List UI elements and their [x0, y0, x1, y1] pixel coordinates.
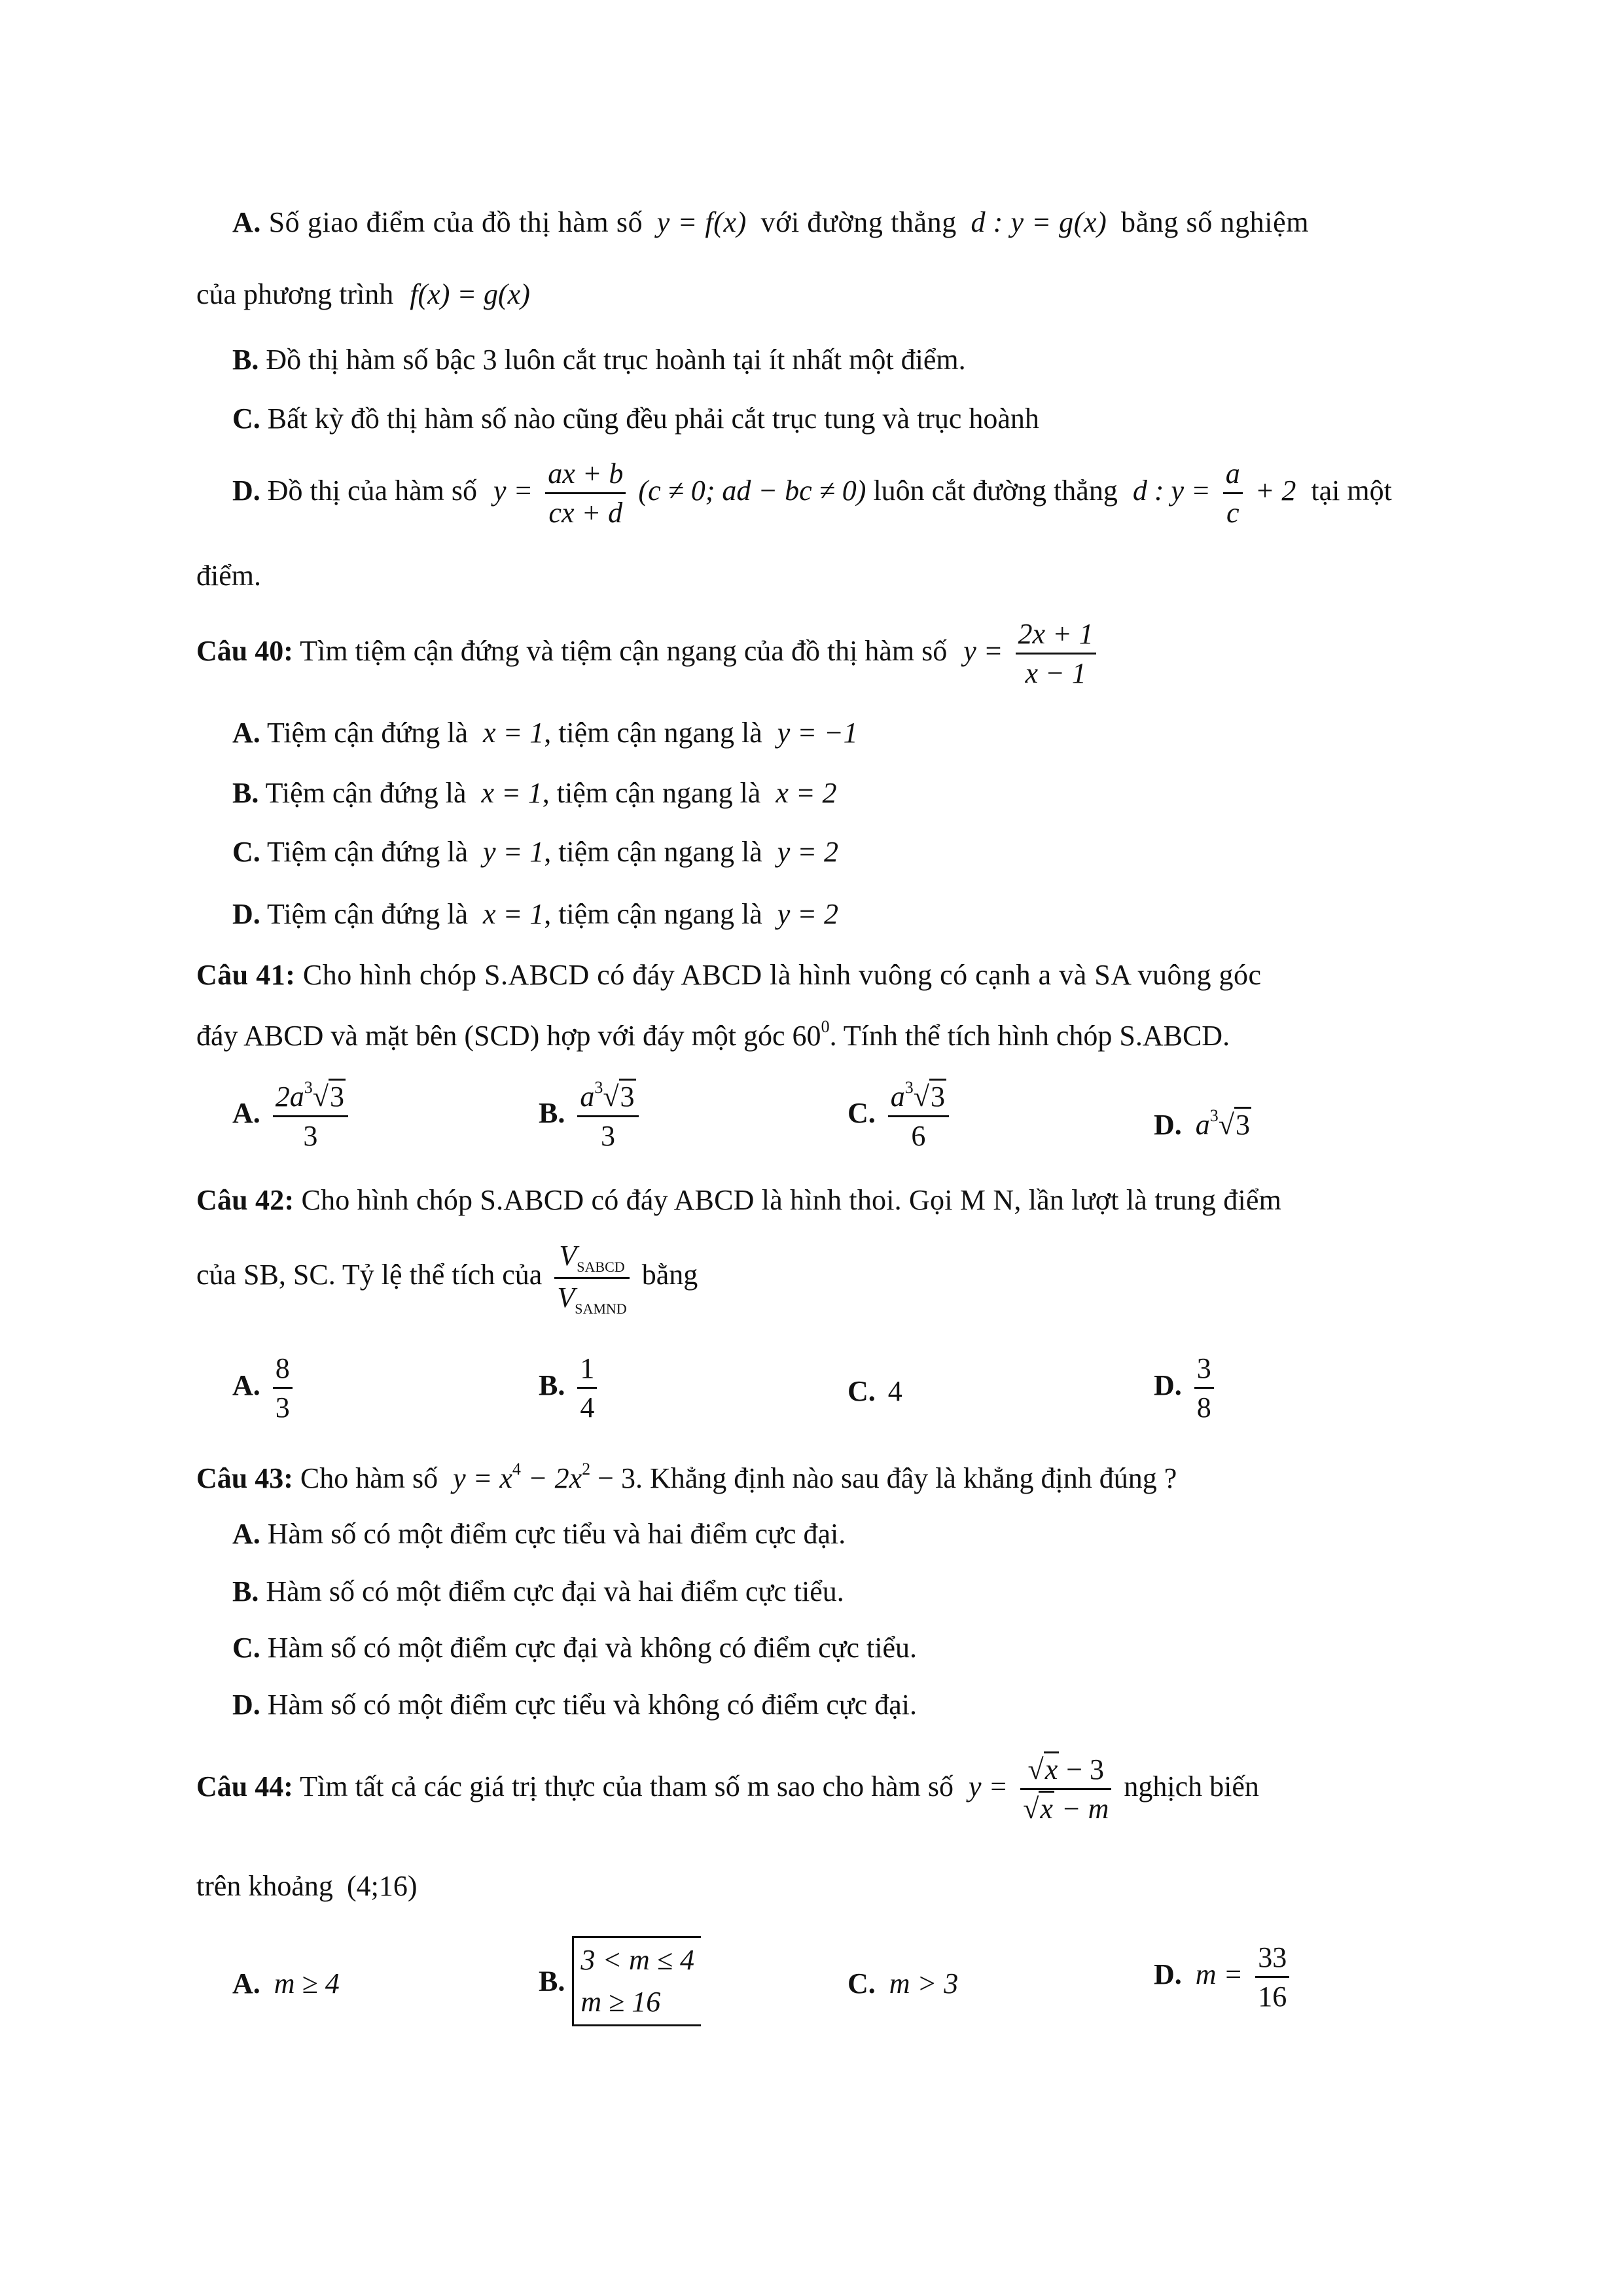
q44-c-label: C.: [847, 1967, 876, 2000]
q39-option-a-line2: [196, 280, 530, 309]
q41-a-fraction: [273, 1077, 348, 1155]
q44-numerator: √x − 3: [1020, 1751, 1111, 1790]
q42-c-label: C.: [847, 1375, 876, 1407]
q39-d-text4: điểm.: [196, 560, 261, 592]
q39-c-text: Bất kỳ đồ thị hàm số nào cũng đều phải cắt trục tung và trục hoành: [267, 403, 1039, 435]
q41-option-c: [847, 1077, 954, 1155]
q41-a-num-coef: 2a: [275, 1081, 304, 1113]
q39-c-label: C.: [232, 403, 260, 435]
q43-option-c: [232, 1634, 917, 1662]
q39-a-math3: f(x) = g(x): [410, 278, 530, 310]
q40-label: Câu 40:: [196, 634, 293, 667]
q39-d-numerator: ax + b: [545, 455, 626, 494]
q42-a-label: A.: [232, 1369, 260, 1401]
q43-t2: . Khẳng định nào sau đây là khẳng định đúng ?: [635, 1462, 1177, 1494]
q41-d-root: 3: [1234, 1107, 1251, 1141]
q43-a-text: Hàm số có một điểm cực tiểu và hai điểm cực đại.: [267, 1518, 846, 1550]
q42-v-den: V: [557, 1281, 575, 1314]
q40-y: y =: [963, 634, 1003, 667]
q39-a-text1: Số giao điểm của đồ thị hàm số: [268, 206, 643, 238]
q41-line2a: đáy ABCD và mặt bên (SCD) hợp với đáy một góc 60: [196, 1020, 821, 1052]
q41-a-root: 3: [329, 1079, 346, 1113]
q43-p2: 2: [582, 1460, 591, 1479]
q42-v-num: V: [559, 1240, 577, 1272]
q44-option-c: [847, 1967, 958, 2000]
q44-d-fraction: [1255, 1939, 1289, 2015]
q44-a-val: m ≥ 4: [274, 1967, 340, 2000]
q40-a-m1: x = 1: [482, 717, 544, 749]
q40-c-label: C.: [232, 836, 260, 868]
q39-option-c: [232, 404, 1039, 433]
q42-a-den: 3: [275, 1391, 290, 1424]
q43-b-text: Hàm số có một điểm cực đại và hai điểm cực tiểu.: [266, 1575, 844, 1607]
q41-line1: Cho hình chóp S.ABCD có đáy ABCD là hình vuông có cạnh a và SA vuông góc: [302, 959, 1262, 991]
q42-option-b: [539, 1350, 602, 1426]
q43-a-label: A.: [232, 1518, 260, 1550]
q42-stem-line1: [196, 1186, 1281, 1215]
q40-denominator: x − 1: [1025, 657, 1086, 690]
q44-t3: trên khoảng: [196, 1870, 333, 1902]
q39-d-y: y =: [493, 474, 533, 507]
q43-option-a: [232, 1520, 846, 1549]
q39-d-text3: tại một: [1311, 474, 1392, 507]
q41-degree: 0: [821, 1017, 830, 1036]
q41-a-num: $2a^3√3$: [273, 1077, 348, 1117]
q44-b-line1: 3 < m ≤ 4: [580, 1944, 694, 1976]
q44-t1: Tìm tất cả các giá trị thực của tham số m sao cho hàm số: [300, 1770, 954, 1803]
q41-d-label: D.: [1154, 1109, 1182, 1141]
q40-a-m2: y = −1: [777, 717, 858, 749]
q44-den-rest: − m: [1054, 1793, 1109, 1825]
q42-option-d: [1154, 1350, 1219, 1426]
q40-option-d: [232, 900, 838, 929]
q42-b-den: 4: [580, 1391, 595, 1424]
q44-a-label: A.: [232, 1967, 260, 2000]
q43-c-text: Hàm số có một điểm cực đại và không có điểm cực tiểu.: [267, 1632, 917, 1664]
q44-d-m: m =: [1195, 1958, 1243, 1990]
q39-a-text3: bằng số nghiệm: [1121, 206, 1310, 238]
q40-c-m2: y = 2: [777, 836, 838, 868]
q41-c-label: C.: [847, 1096, 876, 1129]
q44-stem-line1: [196, 1751, 1259, 1827]
q39-d-ac-num: a: [1223, 455, 1243, 494]
q44-interval: (4;16): [346, 1870, 418, 1902]
q42-option-a: [232, 1350, 298, 1426]
q44-d-den: 16: [1258, 1981, 1287, 2013]
q39-d-label: D.: [232, 474, 260, 507]
q40-c-t1: Tiệm cận đứng là: [267, 836, 468, 868]
q42-d-num: 3: [1194, 1350, 1214, 1389]
q40-option-b: [232, 779, 837, 808]
q42-d-den: 8: [1196, 1391, 1211, 1424]
q40-option-a: [232, 719, 858, 747]
q44-b-system: [572, 1936, 701, 2026]
q42-ratio-fraction: [554, 1237, 629, 1318]
q42-stem-line2: [196, 1237, 698, 1318]
q42-ratio-den: [554, 1279, 629, 1319]
q41-b-root: 3: [619, 1079, 636, 1113]
q40-a-label: A.: [232, 717, 260, 749]
q41-option-b: [539, 1077, 644, 1155]
q42-label: Câu 42:: [196, 1184, 294, 1216]
q40-fraction: [1016, 615, 1096, 692]
q41-c-fraction: [888, 1077, 949, 1155]
q41-c-den: 6: [911, 1120, 926, 1153]
q39-a-math1: y = f(x): [656, 206, 747, 238]
q42-line2b: bằng: [641, 1259, 698, 1291]
q41-a-den: 3: [303, 1120, 318, 1153]
q44-y: y =: [968, 1770, 1008, 1803]
q41-option-a: [232, 1077, 353, 1155]
q39-a-text2: với đường thẳng: [760, 206, 957, 238]
q42-a-num: 8: [273, 1350, 293, 1389]
q41-c-root: 3: [929, 1079, 946, 1113]
q44-d-label: D.: [1154, 1958, 1182, 1990]
q39-a-math2: d : y = g(x): [971, 206, 1107, 238]
q42-line2a: của SB, SC. Tỷ lệ thể tích của: [196, 1259, 543, 1291]
q39-d-condition: (c ≠ 0; ad − bc ≠ 0): [638, 474, 866, 507]
q41-b-cube: 3: [594, 1078, 603, 1097]
q43-p4: 4: [512, 1460, 521, 1479]
q40-c-m1: y = 1: [482, 836, 544, 868]
q39-b-text: Đồ thị hàm số bậc 3 luôn cắt trục hoành tại ít nhất một điểm.: [266, 344, 966, 376]
q42-ratio-num: [554, 1237, 629, 1279]
q42-option-c: [847, 1374, 902, 1408]
q44-c-val: m > 3: [889, 1967, 959, 2000]
q42-a-fraction: [273, 1350, 293, 1426]
q43-end: − 3: [590, 1462, 635, 1494]
q39-d-ac-den: c: [1226, 497, 1240, 529]
q44-option-b: [539, 1936, 701, 2026]
q41-stem-line1: [196, 961, 1262, 990]
q39-option-a-line1: [232, 208, 1309, 237]
q41-c-cube: 3: [904, 1078, 914, 1097]
q39-b-label: B.: [232, 344, 259, 376]
q43-y: y = x: [453, 1462, 512, 1494]
q43-label: Câu 43:: [196, 1462, 293, 1494]
q43-function: [453, 1462, 635, 1494]
q41-option-d: D. $a^3√3$: [1154, 1106, 1250, 1141]
q42-line1: Cho hình chóp S.ABCD có đáy ABCD là hình thoi. Gọi M N, lần lượt là trung điểm: [301, 1184, 1282, 1216]
q43-stem: [196, 1461, 1177, 1493]
q44-stem-line2: [196, 1872, 417, 1901]
q41-c-num: $a^3√3$: [888, 1077, 949, 1117]
q41-b-fraction: [577, 1077, 638, 1155]
q44-fraction: [1020, 1751, 1111, 1827]
q42-sub-den: SAMND: [575, 1300, 627, 1317]
q41-a-label: A.: [232, 1096, 260, 1129]
q40-text: Tìm tiệm cận đứng và tiệm cận ngang của đồ thị hàm số: [300, 634, 948, 667]
q40-option-c: [232, 838, 838, 867]
q39-d-ac-fraction: [1223, 455, 1243, 531]
q39-a-text4: của phương trình: [196, 278, 394, 310]
q41-stem-line2: [196, 1018, 1230, 1050]
q44-b-label: B.: [539, 1965, 565, 1998]
q39-d-plus: + 2: [1255, 474, 1296, 507]
q39-d-denominator: cx + d: [548, 497, 623, 529]
q41-a-cube: 3: [304, 1078, 313, 1097]
q43-d-text: Hàm số có một điểm cực tiểu và không có điểm cực đại.: [267, 1689, 917, 1721]
q39-d-fraction: [545, 455, 626, 531]
q42-b-num: 1: [577, 1350, 597, 1389]
q40-d-m1: x = 1: [482, 898, 544, 930]
q41-b-den: 3: [600, 1120, 615, 1153]
q44-option-d: [1154, 1939, 1294, 2015]
q43-option-d: [232, 1691, 917, 1719]
q43-b-label: B.: [232, 1575, 259, 1607]
q40-numerator: 2x + 1: [1016, 615, 1096, 655]
q40-d-m2: y = 2: [777, 898, 838, 930]
q44-num-rest: − 3: [1059, 1753, 1105, 1785]
q43-mid: − 2x: [520, 1462, 582, 1494]
q39-option-d-line2: [196, 562, 261, 590]
q44-denominator: √x − m: [1020, 1790, 1111, 1827]
q40-stem: [196, 615, 1101, 692]
q44-den-x: x: [1039, 1791, 1054, 1825]
q40-b-m1: x = 1: [481, 777, 543, 809]
q43-t1: Cho hàm số: [300, 1462, 438, 1494]
q40-d-t2: , tiệm cận ngang là: [544, 898, 762, 930]
q39-a-label: A.: [232, 206, 261, 238]
q40-b-t1: Tiệm cận đứng là: [265, 777, 467, 809]
q41-d-val: a: [1195, 1109, 1210, 1141]
q41-d-cube: 3: [1209, 1106, 1219, 1125]
q42-sub-num: SABCD: [577, 1259, 625, 1275]
q40-b-label: B.: [232, 777, 259, 809]
q44-label: Câu 44:: [196, 1770, 293, 1803]
q41-b-label: B.: [539, 1096, 565, 1129]
q43-d-label: D.: [232, 1689, 260, 1721]
q40-c-t2: , tiệm cận ngang là: [544, 836, 762, 868]
q42-d-label: D.: [1154, 1369, 1182, 1401]
q41-b-num: $a^3√3$: [577, 1077, 638, 1117]
q41-line2b: . Tính thể tích hình chóp S.ABCD.: [829, 1020, 1230, 1052]
q39-option-d-line1: [232, 455, 1392, 531]
q40-a-t1: Tiệm cận đứng là: [267, 717, 468, 749]
q43-c-label: C.: [232, 1632, 260, 1664]
q44-t2: nghịch biến: [1124, 1770, 1259, 1803]
q39-d-text2: luôn cắt đường thẳng: [873, 474, 1118, 507]
q40-b-m2: x = 2: [776, 777, 837, 809]
q44-b-line2: m ≥ 16: [580, 1985, 661, 2018]
q42-c-val: 4: [887, 1375, 902, 1407]
q44-d-num: 33: [1255, 1939, 1289, 1978]
q40-d-label: D.: [232, 898, 260, 930]
q41-c-num-coef: a: [890, 1081, 905, 1113]
q40-b-t2: , tiệm cận ngang là: [542, 777, 761, 809]
q42-d-fraction: [1194, 1350, 1214, 1426]
q41-label: Câu 41:: [196, 959, 296, 991]
q42-b-fraction: [577, 1350, 597, 1426]
q39-d-line: d : y =: [1132, 474, 1211, 507]
q39-option-b: [232, 346, 966, 374]
q39-d-text1: Đồ thị của hàm số: [267, 474, 477, 507]
q43-option-b: [232, 1577, 844, 1606]
q44-num-x: x: [1044, 1751, 1060, 1785]
q41-b-num-coef: a: [580, 1081, 595, 1113]
q42-b-label: B.: [539, 1369, 565, 1401]
q44-option-a: [232, 1967, 340, 2000]
q40-d-t1: Tiệm cận đứng là: [267, 898, 468, 930]
q40-a-t2: , tiệm cận ngang là: [544, 717, 762, 749]
